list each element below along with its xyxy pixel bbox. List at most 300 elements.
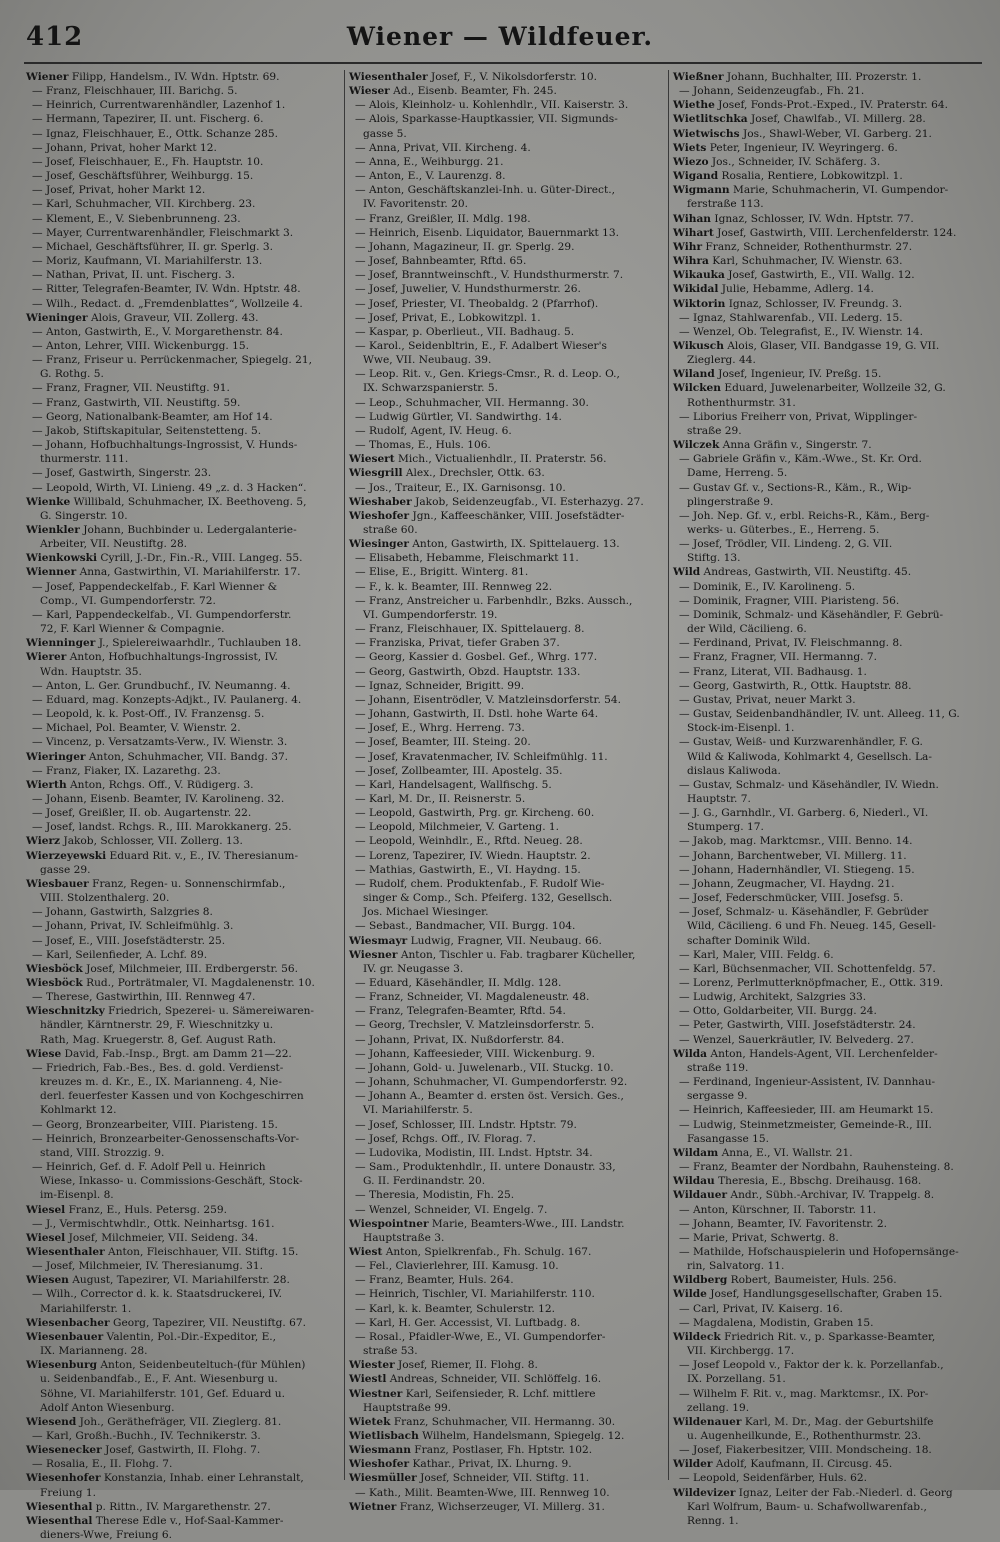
directory-entry: Wiesenthal p. Rittn., IV. Margarethenstr. 27. [26,1500,271,1513]
directory-entry: Wiener Filipp, Handelsm., IV. Wdn. Hptstr. 69. [26,71,280,83]
directory-entry: — Wilh., Redact. d. „Fremdenblattes“, Wollzeile 4. [32,297,303,310]
directory-entry: Wiesböck Rud., Porträtmaler, VI. Magdalenenstr. 10. [26,977,315,989]
directory-entry: — Josef, Juwelier, V. Hundsthurmerstr. 26. [355,283,581,296]
directory-entry: — Ludovika, Modistin, III. Lndst. Hptstr. 34. [355,1146,593,1159]
column-3 [668,70,989,1527]
directory-entry: Wienner Anna, Gastwirthin, VI. Mariahilferstr. 17. [26,566,301,579]
directory-entry: — Jakob, Stiftskapitular, Seitenstetteng. 5. [32,424,262,437]
directory-entry: — Ignaz, Stahlwarenfab., VII. Lederg. 15. [679,311,903,324]
directory-entry: straße 53. [363,1345,418,1358]
directory-entry: VI. Mariahilferstr. 5. [363,1104,473,1117]
directory-entry: — Gustav, Weiß- und Kurzwarenhändler, F. G. [679,736,923,749]
directory-entry: Wiesenhofer Konstanzia, Inhab. einer Lehranstalt, [26,1472,304,1485]
directory-entry: Wigand Rosalia, Rentiere, Lobkowitzpl. 1. [673,170,903,183]
directory-entry: — Michael, Pol. Beamter, V. Wienstr. 2. [32,722,241,735]
directory-entry: Karl Wolfrum, Baum- u. Schafwollwarenfab., [687,1500,927,1513]
directory-entry: Wild & Kaliwoda, Kohlmarkt 4, Gesellsch. La- [687,750,932,763]
directory-entry: — Wilh., Corrector d. k. k. Staatsdruckerei, IV. [32,1288,283,1301]
directory-entry: Wihr Franz, Schneider, Rothenthurmstr. 27. [673,240,913,253]
directory-entry: — Anna, Privat, VII. Kircheng. 4. [355,141,531,154]
directory-entry: Wierzeyewski Eduard Rit. v., E., IV. Theresianum- [26,849,299,862]
directory-entry: Wdn. Hauptstr. 35. [40,665,142,678]
directory-entry: Wienke Willibald, Schuhmacher, IX. Beethoveng. 5, [26,495,307,508]
directory-entry: — Johann, Privat, hoher Markt 12. [32,141,217,154]
directory-entry: — Gustav, Seidenbandhändler, IV. unt. Alleeg. 11, G. [679,708,960,721]
directory-entry: — Michael, Geschäftsführer, II. gr. Sperlg. 3. [32,240,273,253]
directory-entry: — Johann, Gastwirth, Salzgries 8. [32,906,213,919]
directory-entry: Wild Andreas, Gastwirth, VII. Neustiftg. 45. [673,566,912,579]
directory-entry: 72, F. Karl Wienner & Compagnie. [40,623,225,636]
directory-entry: — Franz, Fragner, VII. Neustiftg. 91. [32,382,230,395]
directory-entry: Wiesenbacher Georg, Tapezirer, VII. Neustiftg. 67. [26,1316,306,1329]
directory-entry: Wilczek Anna Gräfin v., Singerstr. 7. [673,439,872,452]
directory-entry: Wiester Josef, Riemer, II. Flohg. 8. [349,1359,538,1372]
directory-entry: — Josef, Gastwirth, Singerstr. 23. [32,467,212,480]
directory-entry: Wiesenbauer Valentin, Pol.-Dir.-Expeditor, E., [26,1330,277,1343]
directory-entry: — Dominik, E., IV. Karolineng. 5. [679,580,856,593]
directory-entry: — Josef, Rchgs. Off., IV. Florag. 7. [355,1132,537,1145]
directory-entry: Wiesner Anton, Tischler u. Fab. tragbarer Kücheller, [349,948,636,961]
directory-entry: Adolf Anton Wiesenburg. [40,1401,175,1414]
directory-entry: — Anton, L. Ger. Grundbuchf., IV. Neumanng. 4. [32,679,291,692]
directory-entry: — Franz, Literat, VII. Badhausg. 1. [679,665,867,678]
directory-entry: — Georg, Gastwirth, R., Ottk. Hauptstr. 88. [679,679,912,692]
directory-entry: — Marie, Privat, Schwertg. 8. [679,1231,839,1244]
directory-entry: — Klement, E., V. Siebenbrunneng. 23. [32,212,241,225]
directory-entry: — Rosalia, E., II. Flohg. 7. [32,1458,173,1471]
directory-entry: Wigmann Marie, Schuhmacherin, VI. Gumpendor- [673,184,949,197]
directory-entry: — Karl, Schuhmacher, VII. Kirchberg. 23. [32,198,256,211]
directory-entry: — Johann, Kaffeesieder, VIII. Wickenburg. 9. [355,1047,595,1060]
directory-entry: Wienninger J., Spielereiwaarhdlr., Tuchlauben 18. [26,637,302,650]
directory-entry: — Josef, Priester, VI. Theobaldg. 2 (Pfarrhof). [355,297,599,310]
directory-entry: — Anton, Geschäftskanzlei-Inh. u. Güter-Direct., [355,184,615,197]
directory-entry: Wieshofer Kathar., Privat, IX. Lhurng. 9. [349,1458,572,1471]
directory-entry: — Joh. Nep. Gf. v., erbl. Reichs-R., Käm., Berg- [679,509,930,522]
directory-entry: — Kath., Milit. Beamten-Wwe, III. Rennweg 10. [355,1486,610,1499]
directory-entry: — Karl, Büchsenmacher, VII. Schottenfeldg. 57. [679,962,936,975]
directory-entry: VI. Gumpendorferstr. 19. [363,608,498,621]
directory-entry: dieners-Wwe, Freiung 6. [40,1529,172,1542]
directory-entry: — Johann, Seidenzeugfab., Fh. 21. [679,85,865,98]
directory-entry: — Heinrich, Currentwarenhändler, Lazenhof 1. [32,99,286,112]
directory-entry: — Franz, Schneider, VI. Magdaleneustr. 48. [355,991,590,1004]
directory-entry: Wihan Ignaz, Schlosser, IV. Wdn. Hptstr. 77. [673,212,914,225]
directory-entry: — Nathan, Privat, II. unt. Fischerg. 3. [32,269,236,282]
directory-entry: — Dominik, Fragner, VIII. Piaristeng. 56. [679,594,900,607]
directory-entry: Stumperg. 17. [687,821,764,834]
directory-entry: — Rudolf, chem. Produktenfab., F. Rudolf Wie- [355,877,605,890]
directory-entry: Rothenthurmstr. 31. [687,396,796,409]
directory-entry: G. II. Ferdinandstr. 20. [363,1175,486,1188]
directory-entry: werks- u. Güterbes., E., Herreng. 5. [687,524,880,536]
directory-entry: Wild, Cäcilieng. 6 und Fh. Neueg. 145, Gesell- [687,920,936,933]
directory-entry: — Franz, Gastwirth, VII. Neustiftg. 59. [32,396,241,409]
directory-entry: — Alois, Kleinholz- u. Kohlenhdlr., VII. Kaiserstr. 3. [355,99,629,112]
directory-entry: — Johann, Gastwirth, II. Dstl. hohe Warte 64. [355,708,599,721]
directory-entry: — Dominik, Schmalz- und Käsehändler, F. Gebrü- [679,608,944,621]
directory-entry: — Karl, H. Ger. Accessist, VI. Luftbadg. 8. [355,1316,581,1329]
directory-entry: Wiespointner Marie, Beamters-Wwe., III. Landstr. [349,1217,625,1230]
directory-entry: — Hermann, Tapezirer, II. unt. Fischerg. 6. [32,113,264,126]
directory-entry: Hauptstraße 3. [363,1231,445,1244]
directory-entry: — Leopold, Seidenfärber, Huls. 62. [679,1472,867,1485]
directory-entry: — Franz, Fleischhauer, III. Barichg. 5. [32,85,238,98]
running-title: Wiener — Wildfeuer. [346,22,654,51]
directory-entry: Stiftg. 13. [687,552,741,565]
directory-entry: Mariahilferstr. 1. [40,1302,132,1315]
directory-entry: — Josef, Zollbeamter, III. Apostelg. 35. [355,764,563,777]
directory-entry: plingerstraße 9. [687,495,774,508]
directory-entry: — Kaspar, p. Oberlieut., VII. Badhaug. 5. [355,325,575,338]
directory-entry: — Johann, Eisenb. Beamter, IV. Karolineng. 32. [32,792,285,805]
directory-entry: — Josef Leopold v., Faktor der k. k. Porzellanfab., [679,1359,944,1372]
directory-entry: Wieringer Anton, Schuhmacher, VII. Bandg. 37. [26,750,289,763]
directory-entry: — Ludwig, Steinmetzmeister, Gemeinde-R., III. [679,1118,932,1131]
directory-entry: Wiesenthaler Anton, Fleischhauer, VII. Stiftg. 15. [26,1245,299,1258]
directory-entry: Wiesinger Anton, Gastwirth, IX. Spittelauerg. 13. [349,538,620,551]
directory-entry: — Franz, Beamter der Nordbahn, Rauhensteing. 8. [679,1161,954,1174]
directory-entry: — Karl, Handelsagent, Wallfischg. 5. [355,778,552,791]
directory-entry: Wiestl Andreas, Schneider, VII. Schlöffelg. 16. [349,1373,602,1386]
directory-entry: Wietwischs Jos., Shawl-Weber, VI. Garberg. 21. [673,127,932,140]
directory-entry: Kohlmarkt 12. [40,1104,117,1117]
column-2 [344,70,667,1513]
directory-entry: Wienkowski Cyrill, J.-Dr., Fin.-R., VIII. Langeg. 55. [26,552,303,565]
directory-entry: — Georg, Trechsler, V. Matzleinsdorferstr. 5. [355,1019,595,1032]
directory-entry: IV. gr. Neugasse 3. [363,962,464,975]
directory-entry: — Heinrich, Gef. d. F. Adolf Pell u. Heinrich [32,1161,266,1174]
directory-entry: gasse 5. [363,127,407,140]
directory-entry: — Josef, Federschmücker, VIII. Josefsg. 5. [679,892,904,905]
directory-entry: — J., Vermischtwhdlr., Ottk. Neinhartsg. 161. [32,1217,275,1230]
directory-entry: Wildevizer Ignaz, Leiter der Fab.-Niederl. d. Georg [673,1486,953,1499]
directory-entry: — Josef, Branntweinschft., V. Hundsthurmerstr. 7. [355,269,624,282]
directory-entry: — Ludwig, Architekt, Salzgries 33. [679,991,867,1004]
directory-entry: dislaus Kaliwoda. [687,764,781,777]
directory-entry: Wiest Anton, Spielkrenfab., Fh. Schulg. 167. [349,1245,592,1258]
directory-entry: — Josef, Trödler, VII. Lindeng. 2, G. VII. [679,538,893,551]
directory-entry: Stock-im-Eisenpl. 1. [687,722,795,735]
page-number: 412 [26,22,84,52]
directory-entry: — Johann, Hadernhändler, VI. Stiegeng. 15. [679,863,915,876]
directory-entry: sergasse 9. [687,1090,748,1103]
directory-entry: — Eduard, Käsehändler, II. Mdlg. 128. [355,977,562,989]
directory-entry: Wildenauer Karl, M. Dr., Mag. der Geburtshilfe [673,1415,934,1428]
directory-entry: — Johann, Privat, IX. Nußdorferstr. 84. [355,1033,565,1046]
directory-entry: — Leopold, Milchmeier, V. Garteng. 1. [355,821,560,834]
directory-entry: Wiesenecker Josef, Gastwirth, II. Flohg. 7. [26,1444,261,1457]
directory-entry: IX. Schwarzspanierstr. 5. [363,382,499,395]
directory-entry: Wiese David, Fab.-Insp., Brgt. am Damm 21—22. [26,1047,292,1060]
directory-entry: — Georg, Gastwirth, Obzd. Hauptstr. 133. [355,665,581,678]
directory-entry: — Franz, Fiaker, IX. Lazarethg. 23. [32,764,221,777]
directory-entry: u. Augenheilkunde, E., Rothenthurmstr. 23. [687,1430,922,1442]
directory-entry: — Josef, Schlosser, III. Lndstr. Hptstr. 79. [355,1118,577,1131]
directory-entry: — Anton, Lehrer, VIII. Wickenburgg. 15. [32,339,250,352]
directory-entry: Wietner Franz, Wichserzeuger, VI. Millerg. 31. [349,1500,605,1513]
directory-entry: — Fel., Clavierlehrer, III. Kamusg. 10. [355,1260,559,1273]
directory-entry: — Johann, Privat, IV. Schleifmühlg. 3. [32,920,234,933]
directory-entry: Wiesböck Josef, Milchmeier, III. Erdbergerstr. 56. [26,962,298,975]
directory-entry: — Vincenz, p. Versatzamts-Verw., IV. Wienstr. 3. [32,736,288,749]
directory-entry: — Leop., Schuhmacher, VII. Hermanng. 30. [355,396,589,409]
directory-entry: — Gabriele Gräfin v., Käm.-Wwe., St. Kr. Ord. [679,453,922,466]
directory-entry: — Karl, Großh.-Buchh., IV. Technikerstr. 3. [32,1430,261,1442]
directory-entry: — Elisabeth, Hebamme, Fleischmarkt 11. [355,552,579,565]
directory-entry: — Ignaz, Schneider, Brigitt. 99. [355,679,525,692]
directory-entry: — Wenzel, Ob. Telegrafist, E., IV. Wienstr. 14. [679,325,923,338]
directory-entry: Wiesenthaler Josef, F., V. Nikolsdorferstr. 10. [349,71,597,83]
directory-entry: — Sam., Produktenhdlr., II. untere Donaustr. 33, [355,1161,616,1174]
directory-entry: — Eduard, mag. Konzepts-Adjkt., IV. Paulanerg. 4. [32,693,302,706]
directory-entry: — F., k. k. Beamter, III. Rennweg 22. [355,580,553,593]
directory-entry: Wierer Anton, Hofbuchhaltungs-Ingrossist, IV. [26,651,278,664]
directory-entry: Wikidal Julie, Hebamme, Adlerg. 14. [673,283,874,296]
directory-entry: — Johann, Gold- u. Juwelenarb., VII. Stuckg. 10. [355,1061,614,1074]
directory-entry: — Leop. Rit. v., Gen. Kriegs-Cmsr., R. d. Leop. O., [355,368,620,381]
directory-entry: — Franz, Fleischhauer, IX. Spittelauerg. 8. [355,623,585,636]
directory-entry: — Johann, Barchentweber, VI. Millerg. 11. [679,849,907,862]
directory-entry: — Rudolf, Agent, IV. Heug. 6. [355,424,512,437]
page-header [0,18,1000,58]
directory-entry: Wikauka Josef, Gastwirth, E., VII. Wallg. 12. [673,269,915,282]
directory-entry: — Josef, landst. Rchgs. R., III. Marokkanerg. 25. [32,821,292,834]
directory-entry: Comp., VI. Gumpendorferstr. 72. [40,594,216,607]
directory-entry: — Mathilde, Hofschauspielerin und Hofopernsänge- [679,1245,959,1258]
directory-entry: Wiezo Jos., Schneider, IV. Schäferg. 3. [673,155,881,168]
directory-entry: G. Singerstr. 10. [40,509,128,522]
directory-entry: Hauptstraße 99. [363,1401,452,1414]
directory-entry: Wilcken Eduard, Juwelenarbeiter, Wollzeile 32, G. [673,382,946,395]
directory-entry: — Mathias, Gastwirth, E., VI. Haydng. 15. [355,863,581,876]
directory-entry: Wiesenburg Anton, Seidenbeuteltuch-(für Mühlen) [26,1359,306,1372]
directory-entry: — Johann, Schuhmacher, VI. Gumpendorferstr. 92. [355,1076,628,1089]
directory-entry: derl. feuerfester Kassen und von Kochgeschirren [40,1090,304,1103]
directory-entry: gasse 29. [40,863,91,876]
directory-entry: — Georg, Bronzearbeiter, VIII. Piaristeng. 15. [32,1118,278,1131]
directory-entry: Wildauer Andr., Sübh.-Archivar, IV. Trappelg. 8. [673,1189,935,1202]
directory-entry: — Thomas, E., Huls. 106. [355,439,491,452]
directory-entry: VIII. Stolzenthalerg. 20. [40,892,170,905]
directory-entry: Wiesmüller Josef, Schneider, VII. Stiftg. 11. [349,1472,590,1485]
directory-entry: — Magdalena, Modistin, Graben 15. [679,1316,874,1329]
directory-entry: thurmerstr. 111. [40,453,129,466]
directory-entry: Wießner Johann, Buchhalter, III. Prozerstr. 1. [673,71,922,83]
directory-entry: — Karl, Seilenfieder, A. Lchf. 89. [32,948,208,961]
directory-entry: Wietek Franz, Schuhmacher, VII. Hermanng. 30. [349,1415,616,1428]
directory-entry: Wiesen August, Tapezirer, VI. Mariahilferstr. 28. [26,1274,290,1287]
directory-entry: — Jakob, mag. Marktcmsr., VIII. Benno. 14. [679,835,913,848]
directory-entry: Wiktorin Ignaz, Schlosser, IV. Freundg. 3. [673,297,903,310]
directory-entry: straße 119. [687,1061,749,1074]
directory-entry: Wwe, VII. Neubaug. 39. [363,354,492,367]
directory-entry: Rath, Mag. Kruegerstr. 8, Gef. August Rath. [40,1033,277,1046]
directory-entry: — Franziska, Privat, tiefer Graben 37. [355,637,560,650]
directory-entry: — Johann, Magazineur, II. gr. Sperlg. 29. [355,240,575,253]
directory-entry: — Lorenz, Tapezirer, IV. Wiedn. Hauptstr. 2. [355,849,591,862]
directory-entry: — Josef, E., Whrg. Herreng. 73. [355,722,525,735]
directory-entry: Arbeiter, VII. Neustiftg. 28. [40,538,188,551]
directory-entry: kreuzes m. d. Kr., E., IX. Marianneng. 4, Nie- [40,1076,282,1089]
directory-entry: — Leopold, Wirth, VI. Linieng. 49 „z. d. 3 Hacken“. [32,481,307,494]
directory-entry: Wiestner Karl, Seifensieder, R. Lchf. mittlere [349,1387,596,1400]
directory-entry: u. Seidenbandfab., E., F. Ant. Wiesenburg u. [40,1373,278,1386]
directory-entry: singer & Comp., Sch. Pfeiferg. 132, Gesellsch. [363,892,613,905]
directory-entry: — Leopold, Weinhdlr., E., Rftd. Neueg. 28. [355,835,583,848]
directory-entry: — Karl, M. Dr., II. Reisnerstr. 5. [355,792,526,805]
directory-entry: Wieshofer Jgn., Kaffeeschänker, VIII. Josefstädter- [349,509,625,522]
directory-entry: Wieser Ad., Eisenb. Beamter, Fh. 245. [349,85,557,98]
directory-entry: Wildau Theresia, E., Bbschg. Dreihausg. 168. [673,1175,922,1188]
directory-entry: der Wild, Cäcilieng. 6. [687,623,807,636]
column-1 [26,70,334,1542]
directory-entry: im-Eisenpl. 8. [40,1189,114,1202]
directory-entry: — Gustav, Schmalz- und Käsehändler, IV. Wiedn. [679,778,939,791]
directory-entry: Freiung 1. [40,1486,96,1499]
directory-entry: Wiesel Franz, E., Huls. Petersg. 259. [26,1203,227,1216]
directory-entry: — Karl, k. k. Beamter, Schulerstr. 12. [355,1302,555,1315]
directory-entry: IX. Porzellang. 51. [687,1373,786,1386]
directory-entry: Dame, Herreng. 5. [687,467,788,480]
directory-entry: — Karl, Maler, VIII. Feldg. 6. [679,948,834,961]
directory-entry: straße 60. [363,524,418,536]
directory-entry: — Josef, Kravatenmacher, IV. Schleifmühlg. 11. [355,750,608,763]
directory-entry: Söhne, VI. Mariahilferstr. 101, Gef. Eduard u. [40,1387,285,1400]
directory-entry: — Franz, Telegrafen-Beamter, Rftd. 54. [355,1005,566,1018]
directory-entry: — Franz, Friseur u. Perrückenmacher, Spiegelg. 21, [32,354,312,367]
directory-entry: — Liborius Freiherr von, Privat, Wipplinger- [679,410,918,423]
directory-entry: — Johann, Zeugmacher, VI. Haydng. 21. [679,877,895,890]
directory-entry: — Georg, Nationalbank-Beamter, am Hof 14. [32,410,273,423]
directory-entry: — Franz, Greißler, II. Mdlg. 198. [355,212,531,225]
directory-entry: schafter Dominik Wild. [687,934,811,947]
directory-entry: stand, VIII. Strozzig. 9. [40,1146,165,1159]
directory-entry: — Josef, Milchmeier, IV. Theresianumg. 31. [32,1260,263,1273]
directory-entry: — Peter, Gastwirth, VIII. Josefstädterstr. 24. [679,1019,916,1032]
directory-entry: — Leopold, k. k. Post-Off., IV. Franzensg. 5. [32,708,265,721]
directory-entry: zellang. 19. [687,1401,750,1414]
directory-entry: — J. G., Garnhdlr., VI. Garberg. 6, Niederl., VI. [679,807,929,820]
directory-entry: — Therese, Gastwirthin, III. Rennweg 47. [32,991,256,1004]
directory-entry: — Ritter, Telegrafen-Beamter, IV. Wdn. Hptstr. 48. [32,283,301,296]
directory-entry: Wiesgrill Alex., Drechsler, Ottk. 63. [349,467,545,480]
directory-entry: Wihart Josef, Gastwirth, VIII. Lerchenfelderstr. 124. [673,226,957,239]
directory-entry: — Josef, Schmalz- u. Käsehändler, F. Gebrüder [679,906,929,919]
directory-entry: — Josef, Geschäftsführer, Weihburgg. 15. [32,170,254,183]
directory-entry: Wiesert Mich., Victualienhdlr., II. Praterstr. 56. [349,453,607,466]
directory-entry: — Karl, Pappendeckelfab., VI. Gumpendorferstr. [32,608,292,621]
directory-entry: händler, Kärntnerstr. 29, F. Wieschnitzky u. [40,1019,274,1032]
directory-entry: ferstraße 113. [687,198,764,211]
directory-entry: Wierth Anton, Rchgs. Off., V. Rüdigerg. 3. [26,778,254,791]
directory-entry: Wilde Josef, Handlungsgesellschafter, Graben 15. [673,1288,943,1301]
directory-entry: rin, Salvatorg. 11. [687,1260,785,1273]
directory-entry: Wikusch Alois, Glaser, VII. Bandgasse 19, G. VII. [673,339,940,352]
directory-entry: — Ferdinand, Privat, IV. Fleischmanng. 8. [679,637,903,650]
directory-entry: Wihra Karl, Schuhmacher, IV. Wienstr. 63. [673,255,903,268]
directory-entry: — Wilhelm F. Rit. v., mag. Marktcmsr., IX. Por- [679,1387,929,1400]
directory-entry: Wildberg Robert, Baumeister, Huls. 256. [673,1274,897,1287]
directory-entry: — Heinrich, Bronzearbeiter-Genossenschafts-Vor- [32,1132,300,1145]
directory-entry: Wieninger Alois, Graveur, VII. Zollerg. 43. [26,311,259,324]
directory-entry: Renng. 1. [687,1514,739,1527]
directory-entry: Wiets Peter, Ingenieur, IV. Weyringerg. 6. [673,141,898,154]
directory-entry: Wienkler Johann, Buchbinder u. Ledergalanterie- [26,524,297,536]
directory-entry: Zieglerg. 44. [687,354,756,367]
directory-entry: straße 29. [687,424,742,437]
directory-entry: — Josef, Beamter, III. Steing. 20. [355,736,531,749]
directory-entry: — Josef, Bahnbeamter, Rftd. 65. [355,255,527,268]
directory-entry: — Franz, Beamter, Huls. 264. [355,1274,514,1287]
directory-entry: — Ignaz, Fleischhauer, E., Ottk. Schanze 285. [32,127,278,140]
directory-entry: — Johann A., Beamter d. ersten öst. Versich. Ges., [355,1090,624,1103]
directory-entry: — Theresia, Modistin, Fh. 25. [355,1189,515,1202]
directory-entry: Wiese, Inkasso- u. Commissions-Geschäft, Stock- [40,1175,303,1188]
directory-entry: G. Rothg. 5. [40,368,104,381]
directory-entry: — Ludwig Gürtler, VI. Sandwirthg. 14. [355,410,562,423]
directory-entry: — Anton, Kürschner, II. Taborstr. 11. [679,1203,877,1216]
directory-entry: — Heinrich, Kaffeesieder, III. am Heumarkt 15. [679,1104,934,1117]
directory-entry: Wiland Josef, Ingenieur, IV. Preßg. 15. [673,368,882,381]
directory-entry: IV. Favoritenstr. 20. [363,198,469,211]
directory-entry: — Sebast., Bandmacher, VII. Burgg. 104. [355,920,576,933]
directory-entry: Wiesbauer Franz, Regen- u. Sonnenschirmfab., [26,877,286,890]
directory-entry: Wierz Jakob, Schlosser, VII. Zollerg. 13. [26,835,243,848]
directory-entry: — Gustav, Privat, neuer Markt 3. [679,693,856,706]
directory-entry: Wieschnitzky Friedrich, Spezerei- u. Sämereiwaren- [26,1005,315,1018]
directory-entry: — Wenzel, Schneider, VI. Engelg. 7. [355,1203,548,1216]
directory-entry: — Moriz, Kaufmann, VI. Mariahilferstr. 13. [32,255,263,268]
directory-entry: Fasangasse 15. [687,1132,769,1145]
directory-entry: IX. Marianneng. 28. [40,1345,148,1358]
directory-entry: — Carl, Privat, IV. Kaiserg. 16. [679,1302,843,1315]
directory-entry: — Franz, Fragner, VII. Hermanng. 7. [679,651,878,664]
directory-entry: — Heinrich, Eisenb. Liquidator, Bauernmarkt 13. [355,226,619,239]
directory-entry: Hauptstr. 7. [687,792,751,805]
directory-entry: — Josef, E., VIII. Josefstädterstr. 25. [32,934,226,947]
directory-entry: — Karol., Seidenbltrin, E., F. Adalbert Wieser's [355,339,607,352]
directory-entry: Wiesenthal Therese Edle v., Hof-Saal-Kammer- [26,1514,284,1527]
directory-entry: Wiesend Joh., Geräthefräger, VII. Zieglerg. 81. [26,1415,282,1428]
directory-entry: Wiethe Josef, Fonds-Prot.-Exped., IV. Praterstr. 64. [673,99,948,112]
directory-entry: — Josef, Fiakerbesitzer, VIII. Mondscheing. 18. [679,1444,932,1457]
directory-entry: Wiesmann Franz, Postlaser, Fh. Hptstr. 102. [349,1444,593,1457]
directory-entry: — Anna, E., Weihburgg. 21. [355,155,504,168]
directory-entry: — Josef, Privat, E., Lobkowitzpl. 1. [355,311,541,324]
directory-entry: — Otto, Goldarbeiter, VII. Burgg. 24. [679,1005,877,1018]
directory-entry: — Georg, Kassier d. Gosbel. Gef., Whrg. 177. [355,651,598,664]
directory-entry: Wildam Anna, E., VI. Wallstr. 21. [673,1146,853,1159]
directory-entry: — Leopold, Gastwirth, Prg. gr. Kircheng. 60. [355,807,595,820]
directory-entry: — Lorenz, Perlmutterknöpfmacher, E., Ottk. 319. [679,977,944,989]
directory-entry: Wilda Anton, Handels-Agent, VII. Lerchenfelder- [673,1047,938,1060]
directory-entry: — Josef, Greißler, II. ob. Augartenstr. 22. [32,807,252,820]
directory-entry: Wiesmayr Ludwig, Fragner, VII. Neubaug. 66. [349,934,602,947]
directory-entry: — Jos., Traiteur, E., IX. Garnisonsg. 10. [355,481,566,494]
directory-entry: — Josef, Privat, hoher Markt 12. [32,184,206,197]
directory-entry: Wiesel Josef, Milchmeier, VII. Seideng. 34. [26,1231,259,1244]
directory-entry: Jos. Michael Wiesinger. [363,906,489,919]
directory-entry: Wietlisbach Wilhelm, Handelsmann, Spiegelg. 12. [349,1430,625,1442]
directory-entry: VII. Kirchbergg. 17. [687,1345,795,1358]
directory-entry: — Gustav Gf. v., Sections-R., Käm., R., Wip- [679,481,912,494]
directory-entry: — Anton, E., V. Laurenzg. 8. [355,170,506,183]
directory-entry: — Johann, Beamter, IV. Favoritenstr. 2. [679,1217,887,1230]
directory-entry: — Elise, E., Brigitt. Winterg. 81. [355,566,529,579]
directory-entry: — Johann, Eisentrödler, V. Matzleinsdorferstr. 54. [355,693,622,706]
directory-entry: — Josef, Fleischhauer, E., Fh. Hauptstr. 10. [32,155,264,168]
